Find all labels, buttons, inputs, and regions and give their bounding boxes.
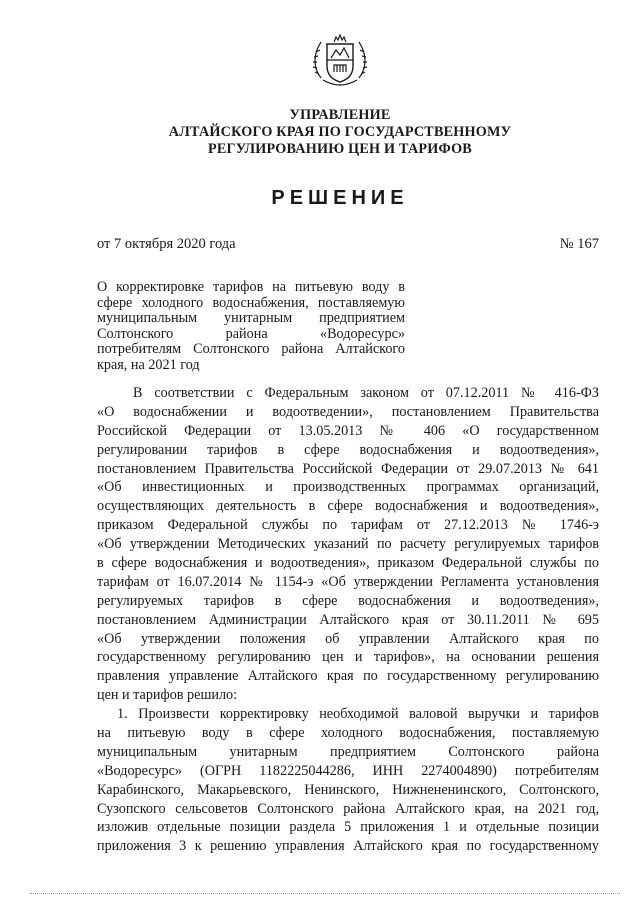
subject-line: потребителям Солтонского района Алтайского [97, 341, 405, 358]
body-line: Российской Федерации от 13.05.2013 № 406 «О государственном [97, 422, 599, 439]
subject-line: Солтонского района «Водоресурс» [97, 325, 405, 342]
body-line: государственному регулированию цен и тарифов», на основании решения [97, 649, 599, 666]
page-edge-line [30, 893, 620, 894]
document-subject [97, 280, 405, 374]
body-line: постановлением Администрации Алтайского края от 30.11.2011 № 695 [97, 611, 599, 628]
body-line: изложив отдельные позиции раздела 5 приложения 1 и отдельные позиции [97, 819, 599, 836]
body-line: муниципальным унитарным предприятием Солтонского района [97, 743, 599, 760]
document-date: от 7 октября 2020 года [97, 236, 236, 252]
org-line: РЕГУЛИРОВАНИЮ ЦЕН И ТАРИФОВ [208, 141, 472, 157]
body-line: «Об утверждении положения об управлении Алтайского края по [97, 630, 599, 647]
body-line: осуществляющих деятельность в сфере водоснабжения и водоотведения», [97, 498, 599, 515]
body-line: регулируемых тарифов в сфере водоснабжения и водоотведения», [97, 592, 599, 609]
document-number: № 167 [559, 236, 599, 252]
body-line: «Об инвестиционных и производственных программах организаций, [97, 479, 599, 496]
body-line: регулировании тарифов в сфере водоснабжения и водоотведения», [97, 441, 599, 458]
body-line: цен и тарифов решило: [97, 687, 238, 704]
body-line: правления управление Алтайского края по государственному регулированию [97, 668, 599, 685]
body-line: тарифам от 16.07.2014 № 1154-э «Об утверждении Регламента установления [97, 573, 599, 590]
body-line: В соответствии с Федеральным законом от 07.12.2011 № 416-ФЗ [133, 385, 599, 401]
body-line: в сфере водоснабжения и водоотведения», приказом Федеральной службы по [97, 555, 599, 572]
subject-line: муниципальным унитарным предприятием [97, 310, 405, 327]
org-line: УПРАВЛЕНИЕ [289, 107, 391, 123]
body-line: Карабинского, Макарьевского, Ненинского, Нижнененинского, Солтонского, [97, 781, 599, 798]
body-line: «Об утверждении Методических указаний по расчету регулируемых тарифов [97, 536, 599, 553]
coat-of-arms-icon [307, 28, 373, 94]
body-line: на питьевую воду в сфере холодного водоснабжения, поставляемую [97, 725, 599, 742]
subject-line: сфере холодного водоснабжения, поставляемую [97, 294, 405, 311]
document-body [97, 384, 599, 856]
body-line: приказом Федеральной службы по тарифам от 27.12.2013 № 1746-э [97, 517, 599, 534]
body-line: «О водоснабжении и водоотведении», постановлением Правительства [97, 403, 599, 420]
org-line: АЛТАЙСКОГО КРАЯ ПО ГОСУДАРСТВЕННОМУ [168, 124, 512, 140]
body-line: «Водоресурс» (ОГРН 1182225044286, ИНН 2274004890) потребителям [97, 762, 599, 779]
body-line: приложения 3 к решению управления Алтайского края по государственному [97, 838, 599, 855]
body-line: постановлением Правительства Российской Федерации от 29.07.2013 № 641 [97, 460, 599, 477]
coat-of-arms-emblem [307, 28, 373, 94]
body-line: 1. Произвести корректировку необходимой валовой выручки и тарифов [117, 706, 599, 723]
subject-line: края, на 2021 год [97, 356, 200, 373]
body-line: Сузопского сельсоветов Солтонского района Алтайского края, на 2021 год, [97, 800, 599, 817]
organization-name [150, 107, 530, 158]
document-type-heading: РЕШЕНИЕ [271, 187, 409, 209]
subject-line: О корректировке тарифов на питьевую воду в [97, 279, 405, 295]
